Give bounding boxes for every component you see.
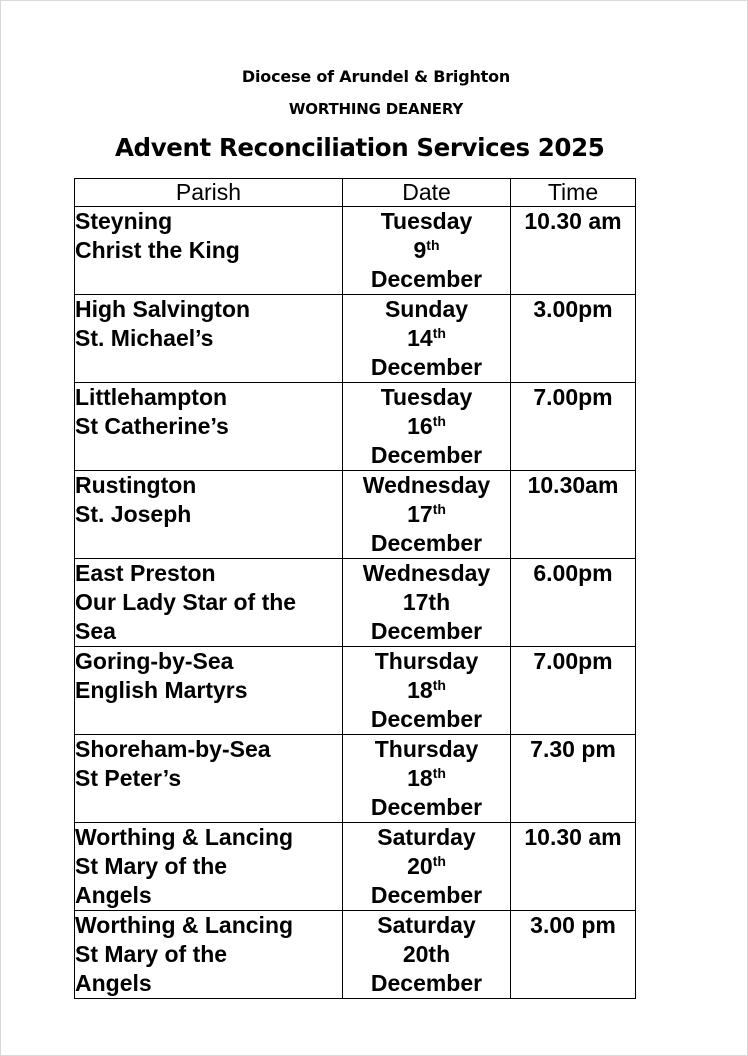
parish-cell: [75, 911, 343, 999]
parish-name: Littlehampton: [75, 384, 228, 410]
time-cell: 7.00pm: [511, 383, 636, 471]
ordinal-suffix: th: [432, 413, 446, 429]
date-cell: [343, 823, 511, 911]
parish-cell: [75, 735, 343, 823]
parish-cell: [75, 383, 343, 471]
church-name: St Mary of the: [75, 941, 228, 967]
weekday: Wednesday: [362, 560, 491, 586]
time-cell: 10.30 am: [511, 823, 636, 911]
ordinal-suffix: th: [432, 677, 446, 693]
table-row: [75, 823, 636, 911]
month: December: [370, 618, 483, 644]
day-number: 20th: [402, 941, 451, 967]
weekday: Tuesday: [380, 208, 473, 234]
column-header-date: Date: [343, 179, 511, 207]
day-number: 20: [407, 853, 433, 879]
month: December: [370, 882, 483, 908]
day-number: 14: [407, 325, 433, 351]
date-cell: [343, 383, 511, 471]
church-name: Our Lady Star of the: [75, 589, 297, 615]
column-header-parish: Parish: [75, 179, 343, 207]
date-cell: [343, 735, 511, 823]
parish-name: Worthing & Lancing: [75, 912, 294, 938]
day-number: 17: [407, 501, 433, 527]
parish-name: High Salvington: [75, 296, 251, 322]
diocese-heading: Diocese of Arundel & Brighton: [241, 67, 511, 86]
table-row: [75, 295, 636, 383]
month: December: [370, 354, 483, 380]
day-number: 18: [407, 765, 433, 791]
day-of-month: [343, 500, 510, 529]
day-of-month: [343, 676, 510, 705]
parish-name: Worthing & Lancing: [75, 824, 294, 850]
day-of-month: [343, 764, 510, 793]
parish-name: Rustington: [75, 472, 197, 498]
day-number: 17th: [402, 589, 451, 615]
document-title: Advent Reconciliation Services 2025: [115, 133, 605, 162]
weekday: Saturday: [377, 912, 476, 938]
day-of-month: [343, 412, 510, 441]
month: December: [370, 794, 483, 820]
date-cell: [343, 295, 511, 383]
ordinal-suffix: th: [432, 501, 446, 517]
table-row: [75, 647, 636, 735]
church-name: St Catherine’s: [75, 413, 229, 439]
date-cell: [343, 911, 511, 999]
weekday: Wednesday: [362, 472, 491, 498]
time-cell: 7.30 pm: [511, 735, 636, 823]
time-cell: 3.00 pm: [511, 911, 636, 999]
date-cell: [343, 207, 511, 295]
parish-cell: [75, 471, 343, 559]
table-row: [75, 559, 636, 647]
month: December: [370, 530, 483, 556]
weekday: Thursday: [374, 648, 479, 674]
column-header-time: Time: [511, 179, 636, 207]
day-of-month: [343, 940, 510, 969]
month: December: [370, 266, 483, 292]
church-name: Christ the King: [75, 237, 240, 263]
day-of-month: [343, 236, 510, 265]
day-of-month: [343, 324, 510, 353]
weekday: Thursday: [374, 736, 479, 762]
weekday: Tuesday: [380, 384, 473, 410]
table-row: [75, 207, 636, 295]
weekday: Saturday: [377, 824, 476, 850]
time-cell: 7.00pm: [511, 647, 636, 735]
parish-name: Steyning: [75, 208, 173, 234]
table-row: [75, 911, 636, 999]
church-name: St. Michael’s: [75, 325, 214, 351]
services-table: [74, 178, 636, 999]
table-row: [75, 471, 636, 559]
church-name: English Martyrs: [75, 677, 248, 703]
time-cell: 3.00pm: [511, 295, 636, 383]
church-name: St Mary of the: [75, 853, 228, 879]
ordinal-suffix: th: [432, 325, 446, 341]
date-cell: [343, 559, 511, 647]
table-row: [75, 735, 636, 823]
day-of-month: [343, 852, 510, 881]
church-name: St. Joseph: [75, 501, 192, 527]
time-cell: 10.30 am: [511, 207, 636, 295]
table-header-row: [75, 179, 636, 207]
time-cell: 10.30am: [511, 471, 636, 559]
church-name-continued: Sea: [75, 618, 116, 644]
church-name: St Peter’s: [75, 765, 182, 791]
time-cell: 6.00pm: [511, 559, 636, 647]
parish-cell: [75, 559, 343, 647]
date-cell: [343, 471, 511, 559]
ordinal-suffix: th: [432, 765, 446, 781]
day-number: 16: [407, 413, 433, 439]
parish-cell: [75, 823, 343, 911]
parish-name: Shoreham-by-Sea: [75, 736, 271, 762]
deanery-heading: WORTHING DEANERY: [288, 100, 464, 118]
parish-cell: [75, 647, 343, 735]
day-of-month: [343, 588, 510, 617]
table-row: [75, 383, 636, 471]
ordinal-suffix: th: [426, 237, 440, 253]
church-name-continued: Angels: [75, 882, 152, 908]
parish-cell: [75, 207, 343, 295]
parish-name: Goring-by-Sea: [75, 648, 234, 674]
day-number: 18: [407, 677, 433, 703]
day-number: 9: [413, 237, 427, 263]
month: December: [370, 706, 483, 732]
ordinal-suffix: th: [432, 853, 446, 869]
date-cell: [343, 647, 511, 735]
church-name-continued: Angels: [75, 970, 152, 996]
month: December: [370, 442, 483, 468]
parish-name: East Preston: [75, 560, 216, 586]
parish-cell: [75, 295, 343, 383]
month: December: [370, 970, 483, 996]
weekday: Sunday: [384, 296, 469, 322]
